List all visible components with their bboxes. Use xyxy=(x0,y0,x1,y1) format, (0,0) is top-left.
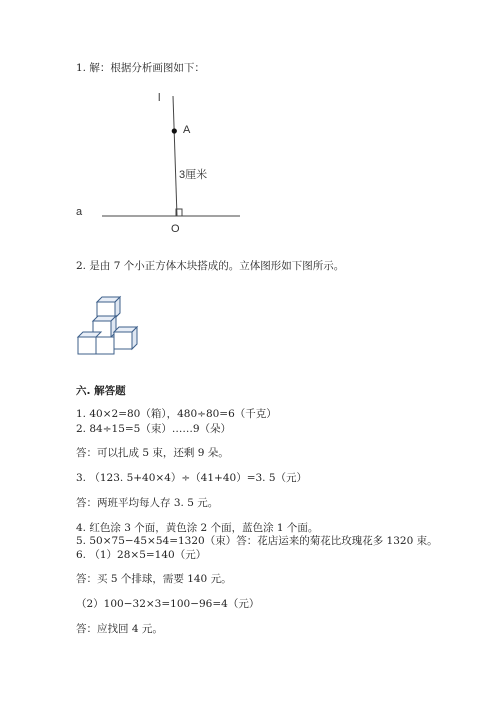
answer-line-11: 答：应找回 4 元。 xyxy=(76,623,163,635)
answer-line-4: 3. （123. 5+40×4）÷（41+40）=3. 5（元） xyxy=(76,472,308,484)
q1-heading: 1. 解：根据分析画图如下： xyxy=(76,62,205,74)
label-line-a: a xyxy=(76,206,83,218)
q2-text: 2. 是由 7 个小正方体木块搭成的。立体图形如下图所示。 xyxy=(76,260,345,272)
label-point-o: O xyxy=(171,223,180,235)
answer-line-1: 1. 40×2=80（箱），480÷80=6（千克） xyxy=(76,408,277,420)
cube-front-3 xyxy=(78,337,96,354)
section-title: 六. 解答题 xyxy=(76,385,126,397)
label-point-a: A xyxy=(183,124,191,136)
answer-line-2: 2. 84÷15=5（束）……9（朵） xyxy=(76,423,232,435)
label-distance: 3厘米 xyxy=(179,169,208,181)
answer-line-10: （2）100−32×3=100−96=4（元） xyxy=(76,598,260,610)
label-line-l: l xyxy=(158,92,161,104)
answer-line-5: 答：两班平均每人存 3. 5 元。 xyxy=(76,497,219,509)
cube-front-4 xyxy=(96,337,114,354)
answer-line-7: 5. 50×75−45×54=1320（束）答：花店运来的菊花比玫瑰花多 1320 束。 xyxy=(76,535,438,547)
answer-line-8: 6. （1）28×5=140（元） xyxy=(76,549,207,561)
answer-line-3: 答：可以扎成 5 束，还剩 9 朵。 xyxy=(76,447,229,459)
answer-line-9: 答：买 5 个排球，需要 140 元。 xyxy=(76,573,232,585)
answer-line-6: 4. 红色涂 3 个面，黄色涂 2 个面，蓝色涂 1 个面。 xyxy=(76,522,319,534)
cube-front-5 xyxy=(114,332,132,349)
